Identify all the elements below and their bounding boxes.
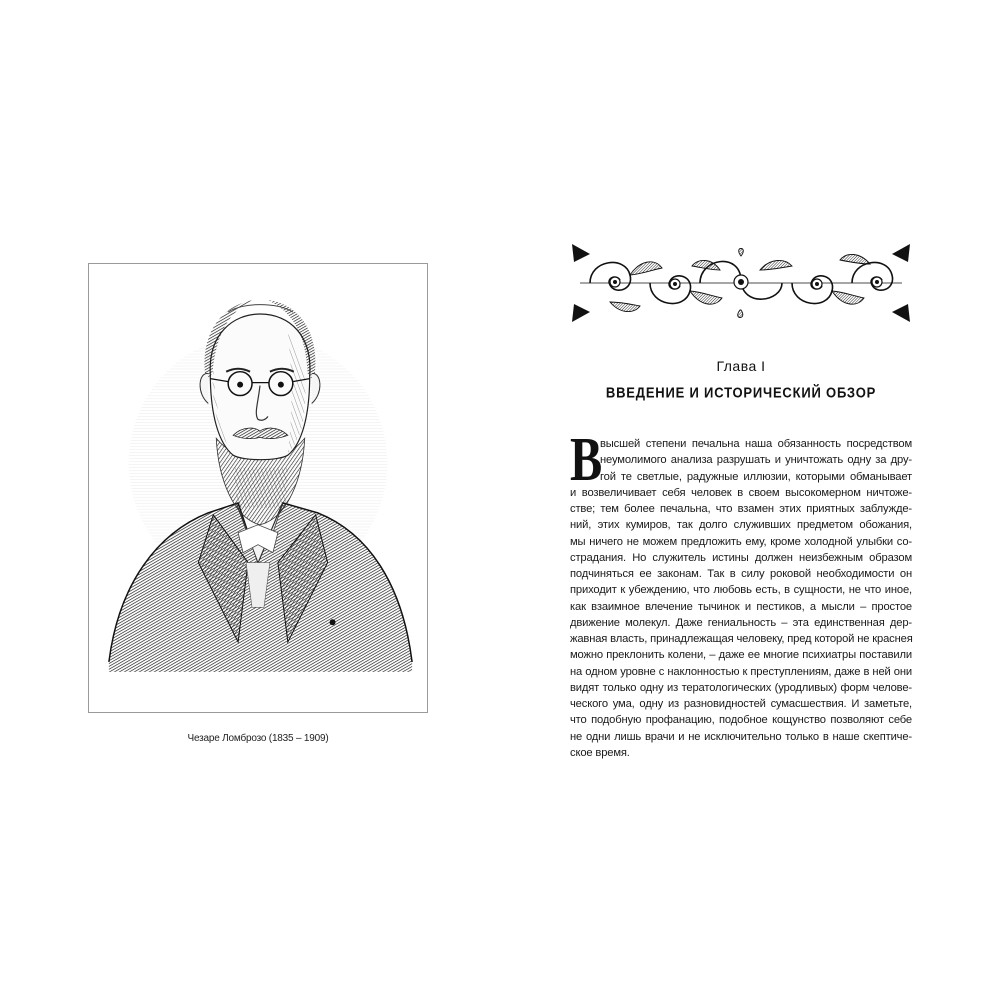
- text-line: видят только одну из тератологических (уродливых) форм челове-: [570, 681, 912, 694]
- text-line: мы ничего не можем предложить ему, кроме холодной улыбки со-: [570, 535, 912, 548]
- text-line: гой те светлые, радужные иллюзии, которыми обманывает: [600, 470, 912, 483]
- text-line: ний, этих кумиров, так долго служивших предметом обожания,: [570, 519, 912, 532]
- text-line: подчиняться ее законам. Так в силу роковой необходимости он: [570, 568, 912, 580]
- text-line: движение молекул. Даже гениальность – эта единственная дер-: [570, 616, 912, 629]
- text-line: на одном уровне с наклонностью к преступлениям, даже в ней они: [570, 665, 912, 678]
- text-line: неумолимого анализа разрушать и уничтожать одну за дру-: [600, 454, 912, 467]
- portrait-illustration: [89, 264, 427, 712]
- chapter-body-text: [570, 426, 913, 761]
- text-line: как взаимное влечение тычинок и пестиков, а мысли – простое: [570, 600, 912, 613]
- text-line: ческого ума, одну из разновидностей сумасшествия. И заметьте,: [570, 698, 912, 710]
- text-line: ское время.: [570, 746, 630, 759]
- text-line: можно преклонить колени, – даже ее многие психиатры поставили: [570, 649, 912, 662]
- portrait-caption: Чезаре Ломброзо (1835 – 1909): [187, 733, 329, 744]
- text-line: не одни лишь врачи и не исключительно только в наше скептиче-: [570, 730, 912, 743]
- drop-cap: В: [570, 426, 603, 494]
- text-line: страдания. Но служитель истины должен неизбежным образом: [570, 551, 912, 564]
- portrait-engraving: [88, 263, 428, 713]
- text-line: приходит к убеждению, что любовь есть, в сущности, не что иное,: [570, 584, 912, 597]
- ornamental-headpiece: [570, 240, 912, 326]
- text-line: высшей степени печальна наша обязанность посредством: [600, 438, 912, 450]
- text-line: что подобную профанацию, подобное кощунство позволяют себе: [570, 714, 912, 727]
- text-line: жавная власть, принадлежащая человеку, пред которой не краснея: [570, 633, 913, 645]
- text-line: стве; тем более печальна, что взамен этих приятных заблужде-: [570, 503, 912, 515]
- chapter-number: Глава I: [716, 358, 766, 374]
- text-line: и возвеличивает себя человек в своем высокомерном ничтоже-: [570, 486, 912, 499]
- floral-ornament-icon: [570, 240, 912, 326]
- chapter-title: ВВЕДЕНИЕ И ИСТОРИЧЕСКИЙ ОБЗОР: [605, 383, 877, 402]
